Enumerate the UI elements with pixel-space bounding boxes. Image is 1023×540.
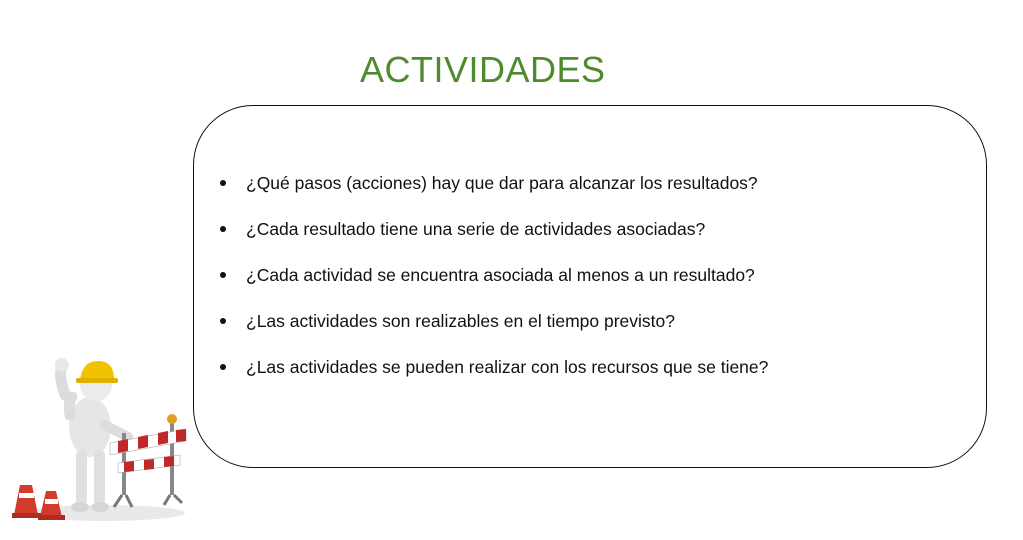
question-item [218, 260, 768, 306]
construction-worker-icon [10, 345, 190, 523]
question-item [218, 168, 768, 214]
traffic-cone-icon [12, 485, 42, 518]
question-text: ¿Las actividades se pueden realizar con los recursos que se tiene? [246, 357, 769, 377]
question-text: ¿Cada actividad se encuentra asociada al menos a un resultado? [246, 265, 755, 285]
worker-figure-icon [55, 358, 128, 512]
bullet-icon [220, 318, 226, 324]
question-item [218, 306, 768, 352]
bullet-icon [220, 226, 226, 232]
questions-list [218, 168, 768, 398]
question-text: ¿Cada resultado tiene una serie de actividades asociadas? [246, 219, 706, 239]
question-item [218, 214, 768, 260]
question-text: ¿Qué pasos (acciones) hay que dar para alcanzar los resultados? [246, 173, 758, 193]
traffic-cone-icon [38, 491, 65, 520]
barrier-icon [110, 414, 186, 507]
slide-title: ACTIVIDADES [360, 49, 606, 91]
question-text: ¿Las actividades son realizables en el tiempo previsto? [246, 311, 675, 331]
question-item [218, 352, 768, 398]
bullet-icon [220, 364, 226, 370]
bullet-icon [220, 180, 226, 186]
bullet-icon [220, 272, 226, 278]
